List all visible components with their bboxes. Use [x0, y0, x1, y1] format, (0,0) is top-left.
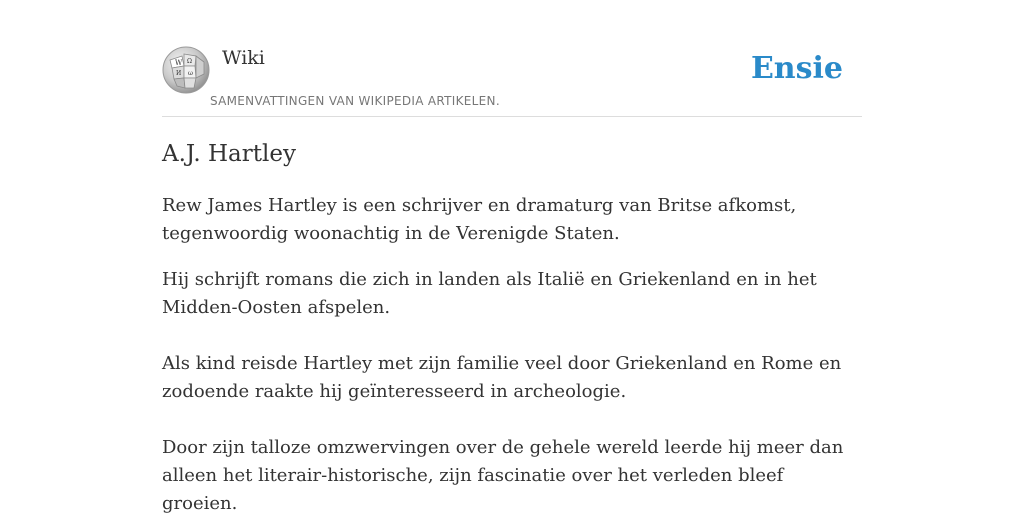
article-paragraph: Door zijn talloze omzwervingen over de gehele wereld leerde hij meer dan alleen het literair-historische, zijn fascinatie over het verleden bleef groeien.: [162, 437, 844, 514]
svg-text:W: W: [175, 59, 183, 67]
article-title: A.J. Hartley: [162, 141, 296, 167]
ensie-brand-link[interactable]: Ensie: [750, 51, 843, 86]
svg-text:ω: ω: [188, 70, 193, 77]
wikipedia-globe-icon[interactable]: [162, 46, 210, 94]
svg-text:И: И: [176, 70, 182, 77]
article-paragraph: Als kind reisde Hartley met zijn familie veel door Griekenland en Rome en zodoende raakte hij geïnteresseerd in archeologie.: [162, 353, 842, 402]
article-paragraph: Hij schrijft romans die zich in landen als Italië en Griekenland en in het Midden-Oosten afspelen.: [162, 269, 817, 318]
article-paragraph: Rew James Hartley is een schrijver en dramaturg van Britse afkomst, tegenwoordig woonachtig in de Verenigde Staten.: [162, 195, 797, 244]
page: [162, 0, 862, 512]
site-name-link[interactable]: Wiki: [222, 47, 265, 69]
site-tagline: SAMENVATTINGEN VAN WIKIPEDIA ARTIKELEN.: [210, 94, 500, 108]
site-header: [162, 0, 862, 117]
svg-text:Ω: Ω: [187, 58, 192, 65]
